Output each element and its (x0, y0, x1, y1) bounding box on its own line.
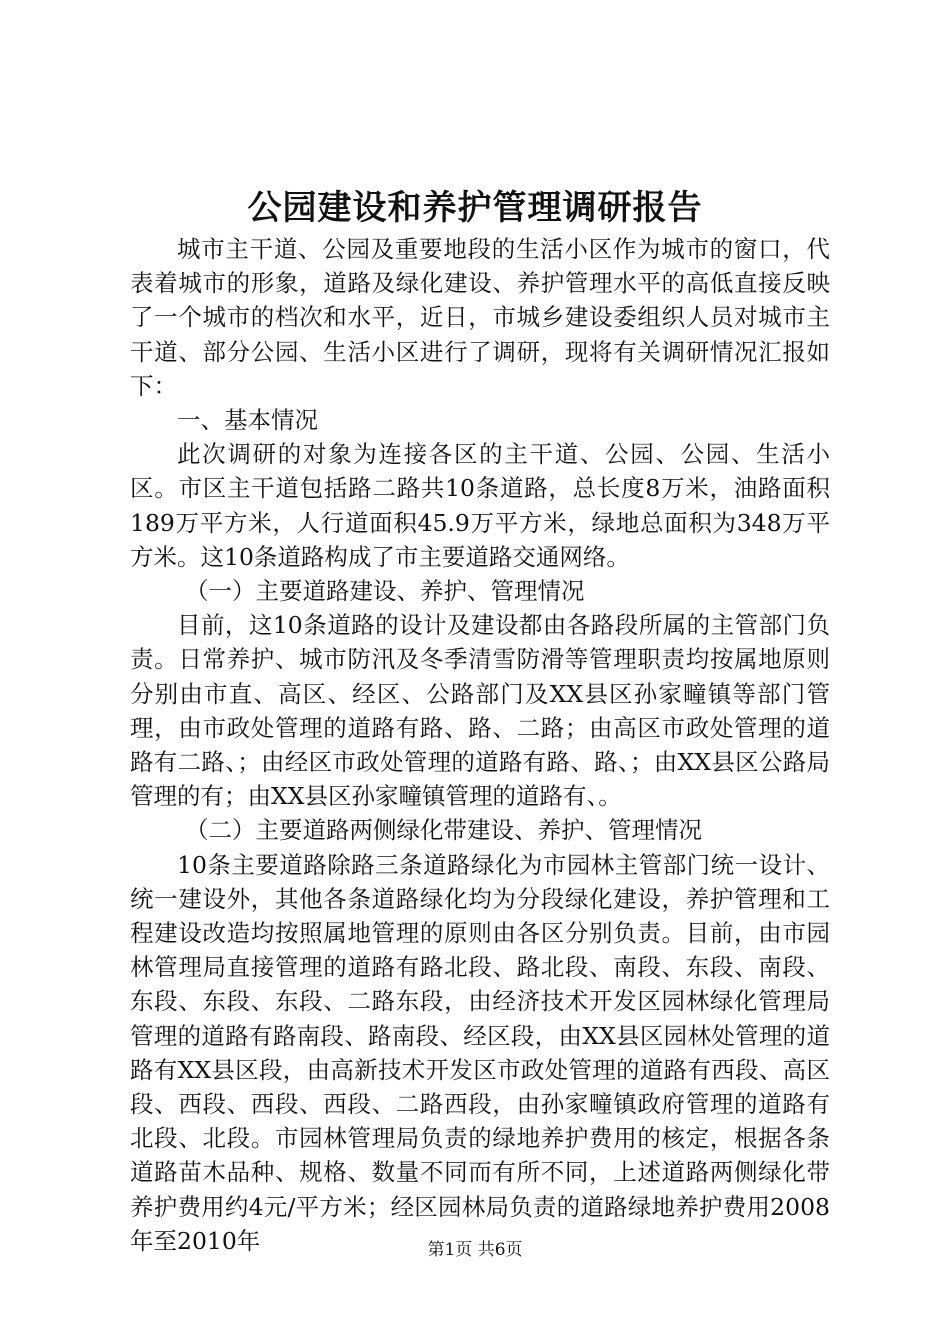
greenbelt-management-paragraph: 10条主要道路除路三条道路绿化为市园林主管部门统一设计、统一建设外，其他各条道路绿化均为分段绿化建设，养护管理和工程建设改造均按照属地管理的原则由各区分别负责。目前，由市园林管理局直接管理的道路有路北段、路北段、南段、东段、南段、东段、东段、东段、二路东段，由经济技术开发区园林绿化管理局管理的道路有路南段、路南段、经区段，由XX县区园林处管理的道路有XX县区段，由高新技术开发区市政处管理的道路有西段、高区段、西段、西段、西段、二路西段，由孙家疃镇政府管理的道路有北段、北段。市园林管理局负责的绿地养护费用的核定，根据各条道路苗木品种、规格、数量不同而有所不同，上述道路两侧绿化带养护费用约4元/平方米；经区园林局负责的道路绿地养护费用2008年至2010年 (130, 850, 830, 1255)
document-title: 公园建设和养护管理调研报告 (247, 188, 703, 228)
section-heading-basic-situation: 一、基本情况 (177, 406, 318, 435)
page-footer: 第1页 共6页 (427, 1240, 523, 1260)
intro-paragraph: 城市主干道、公园及重要地段的生活小区作为城市的窗口，代表着城市的形象，道路及绿化建设、养护管理水平的高低直接反映了一个城市的档次和水平，近日，市城乡建设委组织人员对城市主干道、部分公园、生活小区进行了调研，现将有关调研情况汇报如下： (130, 235, 830, 400)
road-management-paragraph: 目前，这10条道路的设计及建设都由各路段所属的主管部门负责。日常养护、城市防汛及冬季清雪防滑等管理职责均按属地原则分别由市直、高区、经区、公路部门及XX县区孙家疃镇等部门管理，由市政处管理的道路有路、路、二路；由高区市政处管理的道路有二路、；由经区市政处管理的道路有路、路、；由XX县区公路局管理的有；由XX县区孙家疃镇管理的道路有、。 (130, 611, 830, 811)
subsection-heading-road-management: （一）主要道路建设、养护、管理情况 (185, 577, 585, 606)
document-body (130, 232, 830, 1258)
subsection-heading-greenbelt-management: （二）主要道路两侧绿化带建设、养护、管理情况 (185, 816, 702, 845)
basic-situation-paragraph: 此次调研的对象为连接各区的主干道、公园、公园、生活小区。市区主干道包括路二路共10条道路，总长度8万米，油路面积189万平方米，人行道面积45.9万平方米，绿地总面积为348万平方米。这10条道路构成了市主要道路交通网络。 (130, 440, 830, 571)
